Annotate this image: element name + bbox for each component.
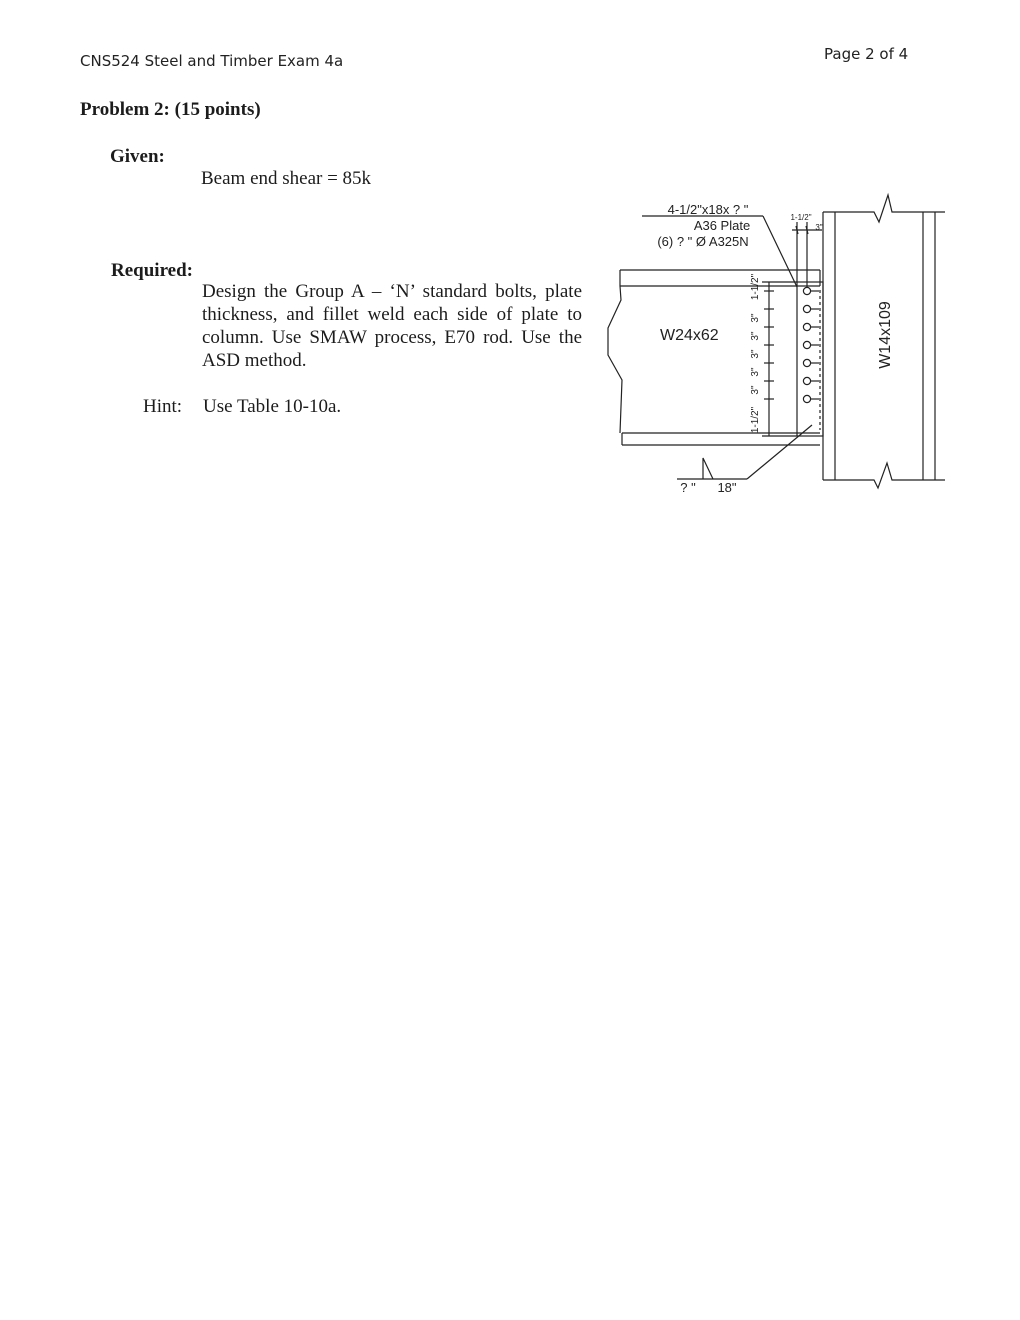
bolt-holes	[803, 287, 819, 402]
required-label: Required:	[111, 260, 193, 281]
column-label: W14x109	[877, 301, 894, 369]
dim-label: 3"	[750, 331, 761, 341]
given-text: Beam end shear = 85k	[201, 168, 372, 189]
dim-label: 3"	[750, 313, 761, 323]
connection-figure	[0, 0, 1020, 560]
bolt-hole	[803, 377, 810, 384]
dim-label: 1-1/2"	[750, 406, 761, 434]
bolt-hole	[803, 359, 810, 366]
gage-dimension: 3"	[815, 223, 823, 232]
exam-title: CNS524 Steel and Timber Exam 4a	[80, 52, 344, 70]
bolt-callout: (6) ? " Ø A325N	[657, 234, 749, 249]
dim-label: 1-1/2"	[750, 273, 761, 301]
plate-material-callout: A36 Plate	[693, 218, 751, 233]
beam-label: W24x62	[660, 327, 719, 344]
vertical-dimension-line	[762, 282, 797, 436]
hint-label: Hint:	[143, 396, 183, 417]
shear-plate-drawing	[797, 282, 823, 436]
dim-label: 3"	[750, 385, 761, 395]
bolt-hole	[803, 341, 810, 348]
plate-leader	[763, 216, 797, 287]
weld-size-label: ? "	[680, 480, 696, 495]
plate-size-callout: 4-1/2"x18x ? "	[667, 202, 749, 217]
hint-text: Use Table 10-10a.	[203, 396, 342, 417]
given-label: Given:	[110, 146, 165, 167]
bolt-hole	[803, 305, 810, 312]
bolt-hole	[803, 287, 810, 294]
edge-distance-top: 1-1/2"	[790, 213, 812, 222]
page-number: Page 2 of 4	[824, 45, 909, 63]
beam-drawing	[608, 270, 820, 445]
dim-label: 3"	[750, 349, 761, 359]
dim-label: 3"	[750, 367, 761, 377]
bolt-hole	[803, 323, 810, 330]
problem-title: Problem 2: (15 points)	[80, 99, 261, 120]
bolt-hole	[803, 395, 810, 402]
weld-length-label: 18"	[717, 480, 737, 495]
required-text: Design the Group A – ‘N’ standard bolts, plate thickness, and fillet weld each side of plate to column. Use SMAW process, E70 rod. Use the ASD method.	[202, 281, 582, 371]
